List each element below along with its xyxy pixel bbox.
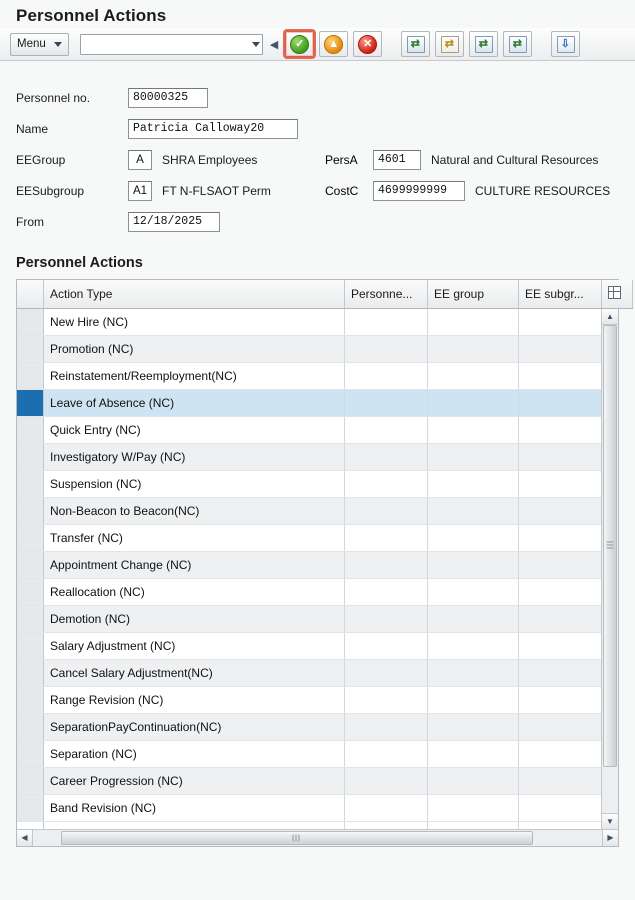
row-selector-cell[interactable] [17, 660, 44, 687]
cell-ee-subgroup[interactable] [519, 660, 602, 687]
title-bar [0, 0, 635, 28]
cell-ee-group[interactable] [428, 714, 519, 741]
cell-empty[interactable] [519, 822, 602, 830]
cell-personnel[interactable] [345, 552, 428, 579]
table-row[interactable] [17, 471, 618, 498]
costcenter-group [325, 181, 610, 201]
delete-record-icon: ⇄ [509, 36, 527, 53]
table-row[interactable] [17, 336, 618, 363]
cell-ee-subgroup[interactable] [519, 498, 602, 525]
persa-field[interactable]: 4601 [373, 150, 421, 170]
cell-ee-subgroup[interactable] [519, 714, 602, 741]
cell-ee-subgroup[interactable] [519, 687, 602, 714]
row-selector-cell[interactable] [17, 417, 44, 444]
from-label: From [16, 215, 44, 229]
table-row[interactable] [17, 552, 618, 579]
row-selector-cell[interactable] [17, 741, 44, 768]
employee-header-form [0, 61, 635, 233]
cell-ee-group[interactable] [428, 336, 519, 363]
toolbar [0, 28, 635, 61]
cell-personnel[interactable] [345, 525, 428, 552]
vertical-scrollbar[interactable] [601, 309, 618, 829]
table-row[interactable] [17, 660, 618, 687]
eesubgroup-text: FT N-FLSAOT Perm [162, 184, 271, 198]
eegroup-row [16, 149, 635, 171]
scroll-thumb-grip [293, 835, 302, 842]
cell-action-type[interactable]: Quick Entry (NC) [44, 417, 345, 444]
cell-ee-group[interactable] [428, 363, 519, 390]
personnel-no-label: Personnel no. [16, 91, 91, 105]
copy-record-icon: ⇄ [441, 36, 459, 53]
cell-personnel[interactable] [345, 633, 428, 660]
cell-ee-subgroup[interactable] [519, 363, 602, 390]
cell-ee-group[interactable] [428, 417, 519, 444]
column-header-ee-group[interactable]: EE group [428, 280, 519, 309]
table-header [17, 280, 633, 309]
row-selector-cell[interactable] [17, 336, 44, 363]
cell-ee-subgroup[interactable] [519, 444, 602, 471]
eegroup-text: SHRA Employees [162, 153, 258, 167]
cell-action-type[interactable]: Demotion (NC) [44, 606, 345, 633]
cell-ee-subgroup[interactable] [519, 741, 602, 768]
column-header-ee-subgroup[interactable]: EE subgr... [519, 280, 602, 309]
name-field[interactable]: Patricia Calloway20 [128, 119, 298, 139]
cell-action-type[interactable]: Transfer (NC) [44, 525, 345, 552]
red-cancel-circle-icon: ✕ [358, 35, 377, 54]
display-record-icon: ⇩ [557, 36, 575, 53]
cell-action-type[interactable]: Cancel Salary Adjustment(NC) [44, 660, 345, 687]
bottom-strip [0, 847, 635, 861]
cell-action-type[interactable]: Non-Beacon to Beacon(NC) [44, 498, 345, 525]
chevron-down-icon[interactable] [252, 42, 260, 47]
cell-ee-group[interactable] [428, 687, 519, 714]
horizontal-scrollbar[interactable] [17, 829, 618, 846]
table-settings-icon[interactable] [602, 280, 633, 309]
table-row[interactable] [17, 309, 618, 336]
create-record-icon: ⇄ [407, 36, 425, 53]
costc-label: CostC [325, 184, 359, 198]
from-date-field[interactable]: 12/18/2025 [128, 212, 220, 232]
row-selector-cell[interactable] [17, 363, 44, 390]
cell-action-type[interactable]: Investigatory W/Pay (NC) [44, 444, 345, 471]
row-selector-cell[interactable] [17, 390, 44, 417]
table-row[interactable] [17, 525, 618, 552]
cell-ee-group[interactable] [428, 795, 519, 822]
copy-button[interactable] [435, 31, 464, 57]
table-row[interactable] [17, 363, 618, 390]
cell-ee-subgroup[interactable] [519, 633, 602, 660]
eesubgroup-label: EESubgroup [16, 184, 85, 198]
page-title: Personnel Actions [16, 6, 167, 25]
cell-personnel[interactable] [345, 579, 428, 606]
row-selector-cell[interactable] [17, 768, 44, 795]
personnel-no-row [16, 87, 635, 109]
cell-personnel[interactable] [345, 309, 428, 336]
row-selector-cell[interactable] [17, 822, 44, 830]
scroll-up-button[interactable]: ▲ [602, 309, 618, 325]
persa-group [325, 150, 598, 170]
cell-ee-group[interactable] [428, 498, 519, 525]
cancel-button[interactable] [353, 31, 382, 57]
row-selector-cell[interactable] [17, 498, 44, 525]
row-selector-cell[interactable] [17, 633, 44, 660]
cell-action-type[interactable]: Reinstatement/Reemployment(NC) [44, 363, 345, 390]
cell-ee-group[interactable] [428, 579, 519, 606]
cell-personnel[interactable] [345, 390, 428, 417]
horizontal-scroll-thumb[interactable] [61, 831, 533, 845]
command-input[interactable] [85, 37, 249, 51]
cell-action-type[interactable]: Reallocation (NC) [44, 579, 345, 606]
row-selector-cell[interactable] [17, 471, 44, 498]
eesubgroup-row [16, 180, 635, 202]
cell-personnel[interactable] [345, 363, 428, 390]
cell-action-type[interactable]: Promotion (NC) [44, 336, 345, 363]
cell-personnel[interactable] [345, 660, 428, 687]
cell-ee-subgroup[interactable] [519, 309, 602, 336]
cell-action-type[interactable]: New Hire (NC) [44, 309, 345, 336]
row-selector-cell[interactable] [17, 795, 44, 822]
row-selector-cell[interactable] [17, 552, 44, 579]
scroll-right-button[interactable]: ▶ [602, 830, 618, 846]
vertical-scroll-thumb[interactable] [603, 325, 617, 767]
cell-ee-subgroup[interactable] [519, 336, 602, 363]
personnel-actions-table [16, 279, 619, 847]
change-button[interactable] [469, 31, 498, 57]
cell-personnel[interactable] [345, 471, 428, 498]
cell-action-type[interactable]: Career Progression (NC) [44, 768, 345, 795]
cell-ee-group[interactable] [428, 309, 519, 336]
cell-personnel[interactable] [345, 714, 428, 741]
table-row[interactable] [17, 417, 618, 444]
table-row[interactable] [17, 633, 618, 660]
cell-ee-group[interactable] [428, 552, 519, 579]
cell-ee-subgroup[interactable] [519, 795, 602, 822]
row-selector-header[interactable] [17, 280, 44, 309]
cell-ee-subgroup[interactable] [519, 417, 602, 444]
table-row[interactable] [17, 606, 618, 633]
costc-field[interactable]: 4699999999 [373, 181, 465, 201]
cell-action-type[interactable]: SeparationPayContinuation(NC) [44, 714, 345, 741]
change-record-icon: ⇄ [475, 36, 493, 53]
cell-ee-group[interactable] [428, 741, 519, 768]
table-row[interactable] [17, 714, 618, 741]
cell-ee-group[interactable] [428, 606, 519, 633]
cell-action-type[interactable]: Band Revision (NC) [44, 795, 345, 822]
orange-exit-circle-icon: ▲ [324, 35, 343, 54]
row-selector-cell[interactable] [17, 606, 44, 633]
display-button[interactable] [551, 31, 580, 57]
table-header-row [17, 280, 633, 309]
table-row[interactable] [17, 822, 618, 830]
table-row[interactable] [17, 444, 618, 471]
row-selector-cell[interactable] [17, 444, 44, 471]
cell-ee-group[interactable] [428, 471, 519, 498]
cell-ee-group[interactable] [428, 768, 519, 795]
row-selector-cell[interactable] [17, 525, 44, 552]
green-check-circle-icon: ✓ [290, 35, 309, 54]
table-body-scroll-area [17, 309, 618, 829]
table-row[interactable] [17, 687, 618, 714]
cell-personnel[interactable] [345, 444, 428, 471]
section-title: Personnel Actions [16, 255, 143, 271]
cell-personnel[interactable] [345, 606, 428, 633]
table-row[interactable] [17, 741, 618, 768]
exit-button[interactable] [319, 31, 348, 57]
cell-action-type[interactable]: Appointment Change (NC) [44, 552, 345, 579]
cell-personnel[interactable] [345, 336, 428, 363]
cell-ee-subgroup[interactable] [519, 390, 602, 417]
row-selector-cell[interactable] [17, 687, 44, 714]
costc-text: CULTURE RESOURCES [475, 184, 611, 198]
table-row[interactable] [17, 390, 618, 417]
cell-ee-group[interactable] [428, 444, 519, 471]
table-body [17, 309, 618, 829]
menu-button[interactable] [10, 33, 69, 56]
cell-action-type[interactable]: Salary Adjustment (NC) [44, 633, 345, 660]
back-arrow-icon[interactable]: ◀ [269, 38, 279, 51]
cell-empty[interactable] [345, 822, 428, 830]
scroll-left-button[interactable]: ◀ [17, 830, 33, 846]
cell-ee-subgroup[interactable] [519, 768, 602, 795]
cell-empty[interactable] [428, 822, 519, 830]
persa-text: Natural and Cultural Resources [431, 153, 599, 167]
menu-button-label: Menu [17, 38, 46, 50]
cell-personnel[interactable] [345, 498, 428, 525]
chevron-down-icon [54, 42, 62, 47]
column-header-action-type[interactable]: Action Type [44, 280, 345, 309]
cell-ee-subgroup[interactable] [519, 579, 602, 606]
eesubgroup-code-field[interactable]: A1 [128, 181, 152, 201]
delete-button[interactable] [503, 31, 532, 57]
cell-action-type[interactable]: Leave of Absence (NC) [44, 390, 345, 417]
personnel-no-field[interactable]: 80000325 [128, 88, 208, 108]
table-row[interactable] [17, 579, 618, 606]
cell-action-type[interactable]: Separation (NC) [44, 741, 345, 768]
row-selector-cell[interactable] [17, 309, 44, 336]
table-row[interactable] [17, 768, 618, 795]
table-row[interactable] [17, 498, 618, 525]
cell-ee-group[interactable] [428, 660, 519, 687]
cell-ee-subgroup[interactable] [519, 606, 602, 633]
cell-personnel[interactable] [345, 687, 428, 714]
cell-action-type[interactable]: Suspension (NC) [44, 471, 345, 498]
cell-empty[interactable] [44, 822, 345, 830]
cell-personnel[interactable] [345, 768, 428, 795]
create-button[interactable] [401, 31, 430, 57]
name-label: Name [16, 122, 49, 136]
row-selector-cell[interactable] [17, 579, 44, 606]
table-row[interactable] [17, 795, 618, 822]
cell-ee-group[interactable] [428, 390, 519, 417]
eegroup-code-field[interactable]: A [128, 150, 152, 170]
from-row [16, 211, 635, 233]
cell-action-type[interactable]: Range Revision (NC) [44, 687, 345, 714]
scroll-thumb-grip [607, 542, 614, 551]
cell-ee-group[interactable] [428, 525, 519, 552]
eegroup-label: EEGroup [16, 153, 66, 167]
cell-personnel[interactable] [345, 741, 428, 768]
cell-ee-subgroup[interactable] [519, 471, 602, 498]
cell-ee-subgroup[interactable] [519, 552, 602, 579]
column-header-personnel[interactable]: Personne... [345, 280, 428, 309]
cell-personnel[interactable] [345, 795, 428, 822]
execute-button[interactable] [285, 31, 314, 57]
cell-ee-group[interactable] [428, 633, 519, 660]
command-field[interactable] [80, 34, 263, 55]
scroll-down-button[interactable]: ▼ [602, 813, 618, 829]
persa-label: PersA [325, 153, 358, 167]
cell-ee-subgroup[interactable] [519, 525, 602, 552]
name-row [16, 118, 635, 140]
cell-personnel[interactable] [345, 417, 428, 444]
row-selector-cell[interactable] [17, 714, 44, 741]
